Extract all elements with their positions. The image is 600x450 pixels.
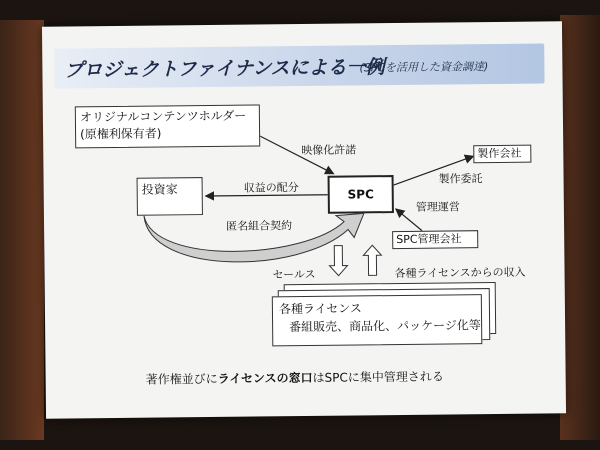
arrow-income-up — [363, 245, 381, 275]
projection-screen-left-edge — [0, 20, 44, 440]
slide-footer-note — [146, 368, 444, 388]
edge-label-admin: 管理運営 — [415, 200, 460, 214]
node-production-company: 製作会社 — [473, 145, 531, 164]
holder-label: オリジナルコンテンツホルダー — [79, 108, 247, 125]
edge-label-license-income: 各種ライセンスからの収入 — [394, 265, 526, 281]
footer-part1: 著作権並びに — [145, 371, 218, 387]
holder-sublabel: (原権利保有者) — [80, 126, 162, 142]
presentation-slide — [42, 21, 566, 418]
footer-part2: ライセンスの窓口 — [217, 370, 313, 386]
node-spc: SPC — [328, 175, 394, 214]
node-content-holder — [75, 104, 260, 148]
projection-screen-right-edge — [560, 15, 600, 440]
footer-part3: はSPCに集中管理される — [312, 369, 444, 385]
edge-label-production-commission: 製作委託 — [438, 172, 483, 186]
diagram-arrows — [42, 21, 566, 418]
node-spc-management: SPC管理会社 — [392, 230, 478, 249]
slide-subtitle: (SPCを活用した資金調達) — [359, 60, 489, 75]
edge-label-film-license: 映像化許諾 — [301, 143, 357, 158]
edge-label-tokumei: 匿名組合契約 — [225, 219, 293, 233]
edge-label-sales: セールス — [272, 267, 316, 282]
licenses-title: 各種ライセンス — [278, 301, 362, 317]
arrow-sales-down — [329, 246, 347, 276]
node-investor: 投資家 — [137, 177, 203, 216]
licenses-detail: 番組販売、商品化、パッケージ化等 — [289, 318, 481, 335]
slide-title: プロジェクトファイナンスによる一例 — [64, 56, 385, 82]
node-licenses — [272, 294, 483, 346]
edge-label-profit-share: 収益の配分 — [243, 181, 299, 195]
